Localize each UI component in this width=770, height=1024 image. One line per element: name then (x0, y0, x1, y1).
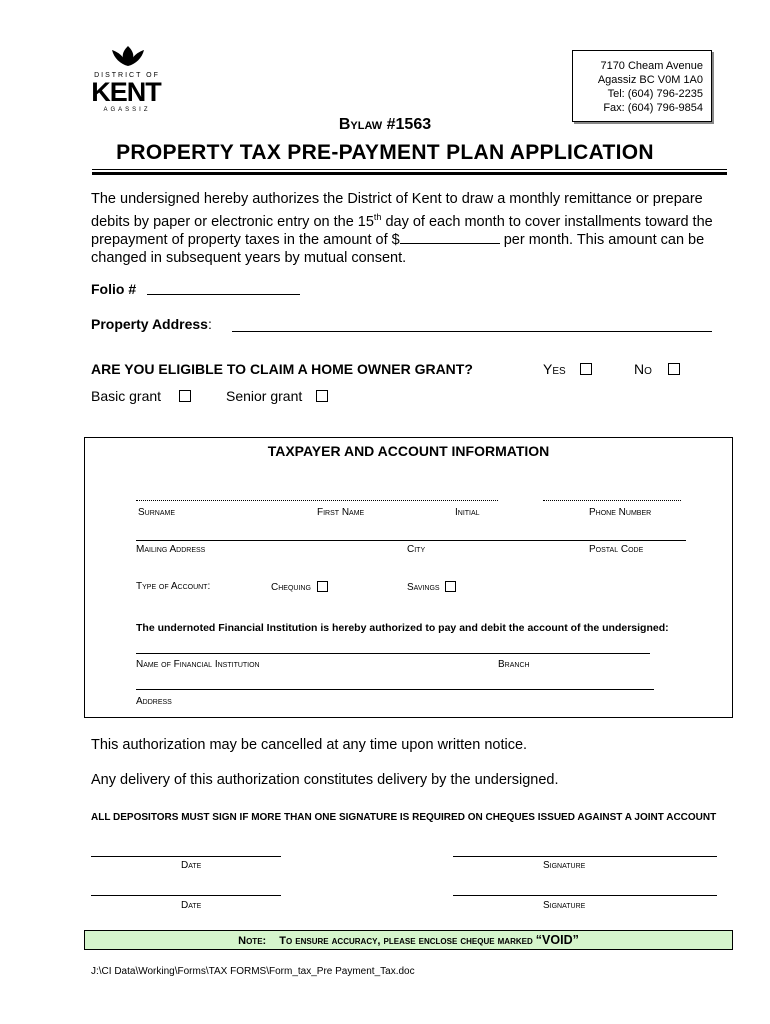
authorization-statement: The undernoted Financial Institution is hereby authorized to pay and debit the account of the undersigned: (136, 622, 669, 634)
folio-label: Folio # (91, 281, 137, 297)
senior-grant-label: Senior grant (226, 388, 303, 404)
address-line-2: Agassiz BC V0M 1A0 (597, 74, 703, 86)
city-label: City (407, 544, 426, 555)
amount-field[interactable] (400, 231, 500, 244)
taxpayer-box (84, 437, 733, 718)
signature-label-2: Signature (543, 900, 586, 911)
date-label-2: Date (181, 900, 202, 911)
signature-field-2[interactable] (453, 895, 717, 896)
grant-no-checkbox[interactable] (668, 363, 680, 375)
institution-address-field[interactable] (136, 689, 654, 690)
chequing-label: Chequing (271, 582, 311, 593)
date-field-2[interactable] (91, 895, 281, 896)
surname-label: Surname (138, 507, 176, 518)
date-label-1: Date (181, 860, 202, 871)
phone-label: Phone Number (589, 507, 652, 518)
intro-superscript: th (373, 212, 382, 222)
savings-label: Savings (407, 582, 440, 593)
initial-label: Initial (455, 507, 480, 518)
grant-no (634, 361, 680, 377)
note-text: To ensure accuracy, please enclose cheque marked (279, 935, 536, 947)
institution-field[interactable] (136, 653, 650, 654)
property-address-field[interactable] (232, 331, 712, 332)
mailing-address-field[interactable] (136, 540, 686, 541)
date-field-1[interactable] (91, 856, 281, 857)
note-void: “VOID” (535, 933, 579, 947)
institution-label: Name of Financial Institution (136, 659, 260, 670)
basic-grant-checkbox[interactable] (179, 390, 191, 402)
intro-text-1: The undersigned hereby authorizes the District of Kent to draw a monthly remittance or prepare debits by paper or electronic entry on the 15 (91, 191, 703, 230)
savings-checkbox[interactable] (445, 581, 456, 592)
logo-district-of: DISTRICT OF (94, 72, 160, 79)
grant-yes-label: Yes (543, 361, 566, 377)
first-name-label: First Name (317, 507, 365, 518)
intro-text-3: per month. This amount can be changed in subsequent years by mutual consent. (91, 231, 705, 266)
taxpayer-title: TAXPAYER AND ACCOUNT INFORMATION (267, 443, 550, 459)
grant-no-label: No (634, 361, 652, 377)
basic-grant (91, 388, 191, 404)
delivery-statement: Any delivery of this authorization constitutes delivery by the undersigned. (91, 772, 559, 788)
logo-kent: KENT (91, 77, 161, 107)
phone-field[interactable] (543, 500, 681, 501)
intro-paragraph (91, 190, 731, 267)
grant-yes (543, 361, 592, 377)
name-field[interactable] (136, 500, 498, 501)
cancel-statement: This authorization may be cancelled at any time upon written notice. (91, 737, 528, 753)
title-rule (92, 169, 727, 175)
chequing-option (271, 581, 328, 593)
bylaw-number: Bylaw #1563 (338, 116, 432, 133)
grant-yes-checkbox[interactable] (580, 363, 592, 375)
page-title: PROPERTY TAX PRE-PAYMENT PLAN APPLICATION (116, 141, 654, 164)
savings-option (407, 581, 456, 593)
postal-code-label: Postal Code (589, 544, 644, 555)
property-address-label: Property Address: (91, 316, 212, 332)
grant-question: ARE YOU ELIGIBLE TO CLAIM A HOME OWNER GRANT? (91, 361, 473, 377)
leaf-logo-icon (88, 44, 168, 74)
chequing-checkbox[interactable] (317, 581, 328, 592)
address-box (572, 50, 712, 122)
mailing-address-label: Mailing Address (136, 544, 206, 555)
signature-label-1: Signature (543, 860, 586, 871)
logo-agassiz: AGASSIZ (103, 107, 151, 113)
senior-grant (226, 388, 328, 404)
institution-address-label: Address (136, 696, 172, 707)
address-phone: Tel: (604) 796-2235 (607, 88, 703, 100)
note-label: Note: (238, 935, 267, 947)
depositors-notice: ALL DEPOSITORS MUST SIGN IF MORE THAN ONE SIGNATURE IS REQUIRED ON CHEQUES ISSUED AGAINST A JOINT ACCOUNT (91, 812, 717, 823)
note-box (84, 930, 733, 950)
senior-grant-checkbox[interactable] (316, 390, 328, 402)
branch-label: Branch (498, 659, 530, 670)
address-fax: Fax: (604) 796-9854 (603, 102, 703, 114)
basic-grant-label: Basic grant (91, 388, 162, 404)
account-type-label: Type of Account: (136, 581, 211, 592)
signature-field-1[interactable] (453, 856, 717, 857)
file-path-footer: J:\CI Data\Working\Forms\TAX FORMS\Form_tax_Pre Payment_Tax.doc (91, 966, 415, 977)
address-line-1: 7170 Cheam Avenue (600, 60, 703, 72)
folio-field[interactable] (147, 294, 300, 295)
intro-text-2: day of each month to cover installments toward the prepayment of property taxes in the amount of $ (91, 213, 713, 248)
